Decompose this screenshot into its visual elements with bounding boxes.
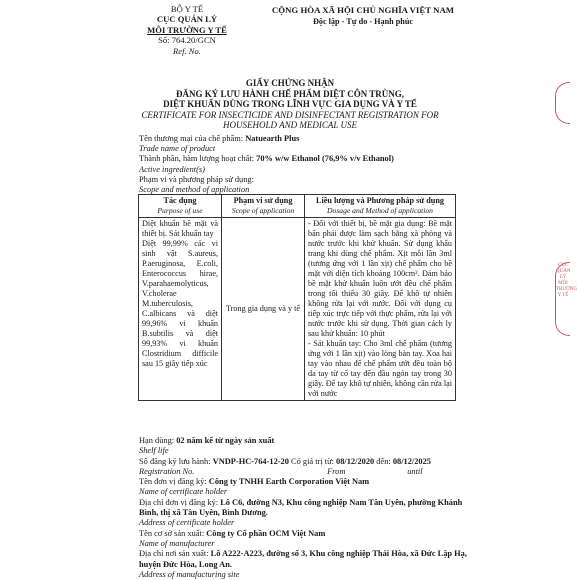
official-seal-edge-top xyxy=(555,82,570,124)
country-name: CỘNG HÒA XÃ HỘI CHỦ NGHĨA VIỆT NAM xyxy=(271,5,455,15)
manufacturer-row: Tên cơ sở sản xuất: Công ty Cổ phần OCM Việt Nam xyxy=(139,528,326,538)
ref-label: Ref. No. xyxy=(173,45,201,56)
purpose-cell: Diệt khuẩn bề mặt và thiết bị. Sát khuẩn tay Diệt 99,99% các vi sinh vật S.aureus, P.aeruginosa, E.coli, Enterococcus hirae, V.parahaemolyticus, V.cholerae M.tuberculosis, C.albicans và diệt 99,96% vi khuẩn B.subtilis và diệt 99,93% vi khuẩn Clostridium difficile sau 15 giây tiếp xúc xyxy=(139,218,222,401)
title-line-1: GIẤY CHỨNG NHẬN xyxy=(245,78,335,88)
department-line-1: CỤC QUẢN LÝ xyxy=(156,14,218,25)
valid-to-date: 08/12/2025 xyxy=(392,456,431,466)
trade-name-row: Tên thương mại của chế phẩm: Natuearth Plus xyxy=(139,134,300,143)
holder-address: Lô C6, đường N3, Khu công nghiệp Nam Tân Uyên, phường Khánh Bình, thị xã Tân Uyên, Bình Dương. xyxy=(139,497,463,518)
certificate-title xyxy=(120,78,460,131)
trade-name-value: Natuearth Plus xyxy=(245,134,300,143)
department-line-2: MÔI TRƯỜNG Y TẾ xyxy=(147,24,227,35)
title-en-line-2: HOUSEHOLD AND MEDICAL USE xyxy=(223,120,357,131)
manufacturer-name: Công ty Cổ phần OCM Việt Nam xyxy=(206,528,326,538)
usage-table xyxy=(138,194,456,401)
title-line-2: ĐĂNG KÝ LƯU HÀNH CHẾ PHẨM DIỆT CÔN TRÙNG, xyxy=(175,88,405,99)
title-en-line-1: CERTIFICATE FOR INSECTICIDE AND DISINFECTANT REGISTRATION FOR xyxy=(141,109,439,120)
header-dosage: Liều lượng và Phương pháp sử dụng Dosage and Method of application xyxy=(305,195,456,218)
site-address: Lô A222-A223, đường số 3, Khu công nghiệp Thái Hòa, xã Đức Lập Hạ, huyện Đức Hòa, Long An. xyxy=(139,549,467,569)
product-fields: Tên thương mại của chế phẩm: Natuearth Plus Trade name of product Thành phần, hàm lượng hoạt chất: 70% w/w Ethanol (76,9% v/v Ethanol) Active ingredient(s) Phạm vi và phương pháp sử dụng: Scope and method of application xyxy=(139,134,459,195)
holder-name: Công ty TNHH Earth Corporation Việt Nam xyxy=(208,477,370,487)
official-seal-edge: CỤC QUẢN LÝ MÔI TRƯỜNG Y TẾ xyxy=(555,262,570,336)
national-motto: Độc lập - Tự do - Hạnh phúc xyxy=(312,17,414,26)
table-header-row xyxy=(139,195,456,218)
shelf-life-row: Hạn dùng: 02 năm kể từ ngày sản xuất xyxy=(139,436,275,445)
holder-address-row: Địa chỉ đơn vị đăng ký: Lô C6, đường N3, Khu công nghiệp Nam Tân Uyên, phường Khánh Bình, thị xã Tân Uyên, Bình Dương. xyxy=(139,497,463,518)
registration-number: VNDP-HC-764-12-20 xyxy=(212,456,289,466)
registration-row: Số đăng ký lưu hành: VNDP-HC-764-12-20 Có giá trị từ: 08/12/2020 đến: 08/12/2025 xyxy=(139,456,431,466)
header-purpose: Tác dụng Purpose of use xyxy=(139,195,222,218)
holder-row: Tên đơn vị đăng ký: Công ty TNHH Earth Corporation Việt Nam xyxy=(139,477,370,487)
title-line-3: DIỆT KHUẨN DÙNG TRONG LĨNH VỰC GIA DỤNG VÀ Y TẾ xyxy=(163,99,417,110)
valid-from-date: 08/12/2020 xyxy=(336,456,375,466)
header-scope: Phạm vi sử dụng Scope of application xyxy=(222,195,305,218)
national-header xyxy=(258,4,468,28)
certificate-number: Số: 764.20/GCN xyxy=(158,35,216,46)
table-row xyxy=(139,218,456,401)
issuer-block xyxy=(128,4,246,56)
registration-details: Hạn dùng: 02 năm kể từ ngày sản xuất Shelf life Số đăng ký lưu hành: VNDP-HC-764-12-20 Có giá trị từ: 08/12/2020 đến: 08/12/2025 Registration No. From until Tên đơn vị đăng ký: Công ty TNHH Earth Corporation Việt Nam Name of certificate holder Địa chỉ đơn vị đăng ký: Lô C6, đường N3, Khu công nghiệp Nam Tân Uyên, phường Khánh Bình, thị xã Tân Uyên, Bình Dương. Address of certificate holder Tên cơ sở sản xuất: Công ty Cổ phần OCM Việt Nam Name of manufacturer Địa chỉ nơi sản xuất: Lô A222-A223, đường số 3, Khu công nghiệp Thái Hòa, xã Đức Lập Hạ, huyện Đức Hòa, Long An. Address of manufacturing site xyxy=(139,436,469,580)
site-address-row: Địa chỉ nơi sản xuất: Lô A222-A223, đường số 3, Khu công nghiệp Thái Hòa, xã Đức Lập Hạ, huyện Đức Hòa, Long An. xyxy=(139,549,467,569)
scope-label: Phạm vi và phương pháp sử dụng: xyxy=(139,174,254,184)
ingredients-row: Thành phần, hàm lượng hoạt chất: 70% w/w Ethanol (76,9% v/v Ethanol) xyxy=(139,154,394,164)
scope-cell: Trong gia dụng và y tế xyxy=(222,218,305,401)
ingredients-value: 70% w/w Ethanol (76,9% v/v Ethanol) xyxy=(256,154,394,164)
ministry-name: BỘ Y TẾ xyxy=(170,4,204,14)
dosage-cell: - Đối với thiết bị, bề mặt gia dụng: Bề mặt bẩn phải được làm sạch bằng xà phòng và nước trước khi khử khuẩn. Sử dụng khẩu trang khi dùng chế phẩm. Xịt mỗi lần 3ml (tương ứng với 1 lần xịt) chế phẩm cho bề mặt với diện tích khoảng 100cm². Đảm bảo bề mặt khử khuẩn luôn ướt đều chế phẩm trong tối thiểu 30 giây. Để khô tự nhiên không rửa lại với nước. Đối với dụng cụ tiếp xúc trực tiếp với thực phẩm, rửa lại với nước trước khi sử dụng. Thời gian cách ly sau khử khuẩn: 10 phút - Sát khuẩn tay: Cho 3ml chế phẩm (tương ứng với 1 lần xịt) vào lòng bàn tay. Xoa hai tay vào nhau để chế phẩm ướt đều toàn bộ da tay từ cổ tay đến đầu ngón tay trong 30 giây. Để tay khô tự nhiên, không cần rửa lại với nước xyxy=(305,218,456,401)
